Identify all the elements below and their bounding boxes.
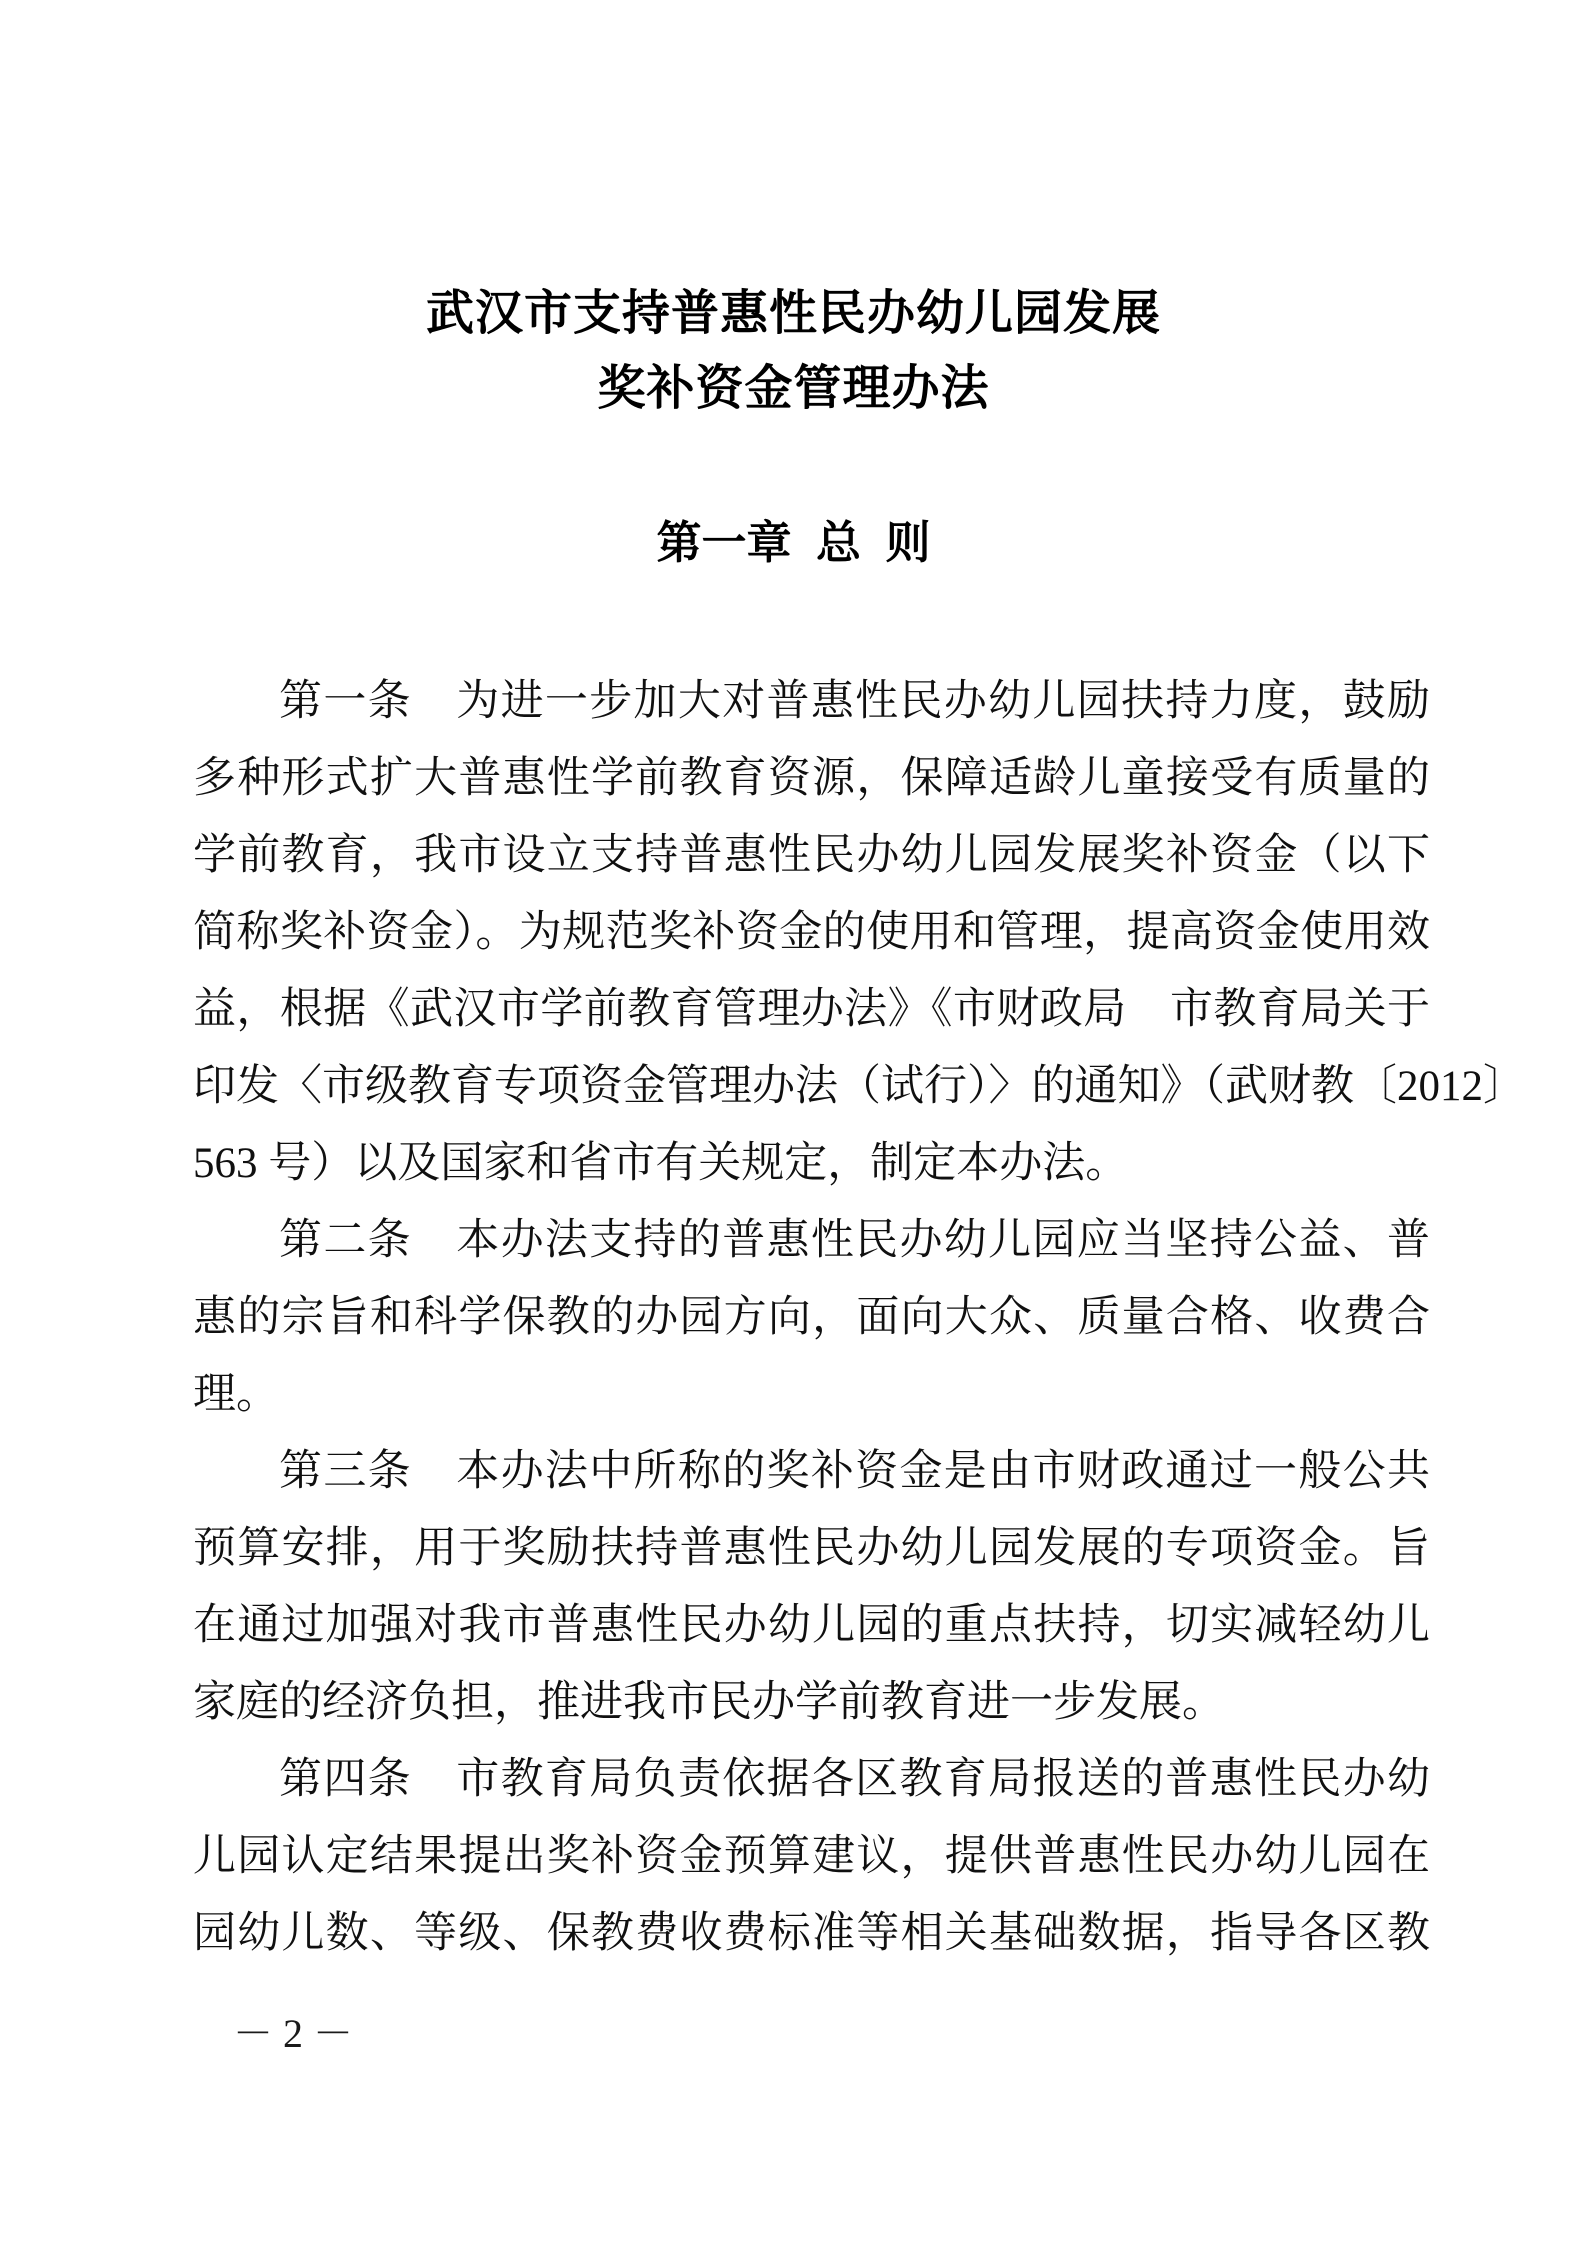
body-line: 在通过加强对我市普惠性民办幼儿园的重点扶持，切实减轻幼儿 bbox=[193, 1602, 1430, 1649]
body-line: 第一条 为进一步加大对普惠性民办幼儿园扶持力度，鼓励 bbox=[279, 678, 1430, 725]
paragraph-article-4 bbox=[193, 1741, 1430, 1972]
paragraph-article-1 bbox=[193, 663, 1526, 1202]
body-line: 理。 bbox=[193, 1371, 279, 1418]
page-number: － 2 － bbox=[233, 2011, 353, 2056]
body-line: 益，根据《武汉市学前教育管理办法》《市财政局 市教育局关于 bbox=[193, 986, 1430, 1033]
body-line: 简称奖补资金）。为规范奖补资金的使用和管理，提高资金使用效 bbox=[193, 909, 1430, 956]
body-line: 多种形式扩大普惠性学前教育资源，保障适龄儿童接受有质量的 bbox=[193, 755, 1430, 802]
body-line: 预算安排，用于奖励扶持普惠性民办幼儿园发展的专项资金。旨 bbox=[193, 1525, 1430, 1572]
document-body bbox=[193, 663, 1526, 1972]
body-line: 家庭的经济负担，推进我市民办学前教育进一步发展。 bbox=[193, 1679, 1225, 1726]
paragraph-article-3 bbox=[193, 1433, 1430, 1741]
title-line-2: 奖补资金管理办法 bbox=[597, 362, 990, 415]
paragraph-article-2 bbox=[193, 1202, 1430, 1433]
body-line: 第四条 市教育局负责依据各区教育局报送的普惠性民办幼 bbox=[279, 1756, 1430, 1803]
body-line: 印发〈市级教育专项资金管理办法（试行）〉的通知》（武财教〔2012〕 bbox=[193, 1063, 1526, 1110]
body-line: 惠的宗旨和科学保教的办园方向，面向大众、质量合格、收费合 bbox=[193, 1294, 1430, 1341]
title-line-1: 武汉市支持普惠性民办幼儿园发展 bbox=[425, 287, 1161, 340]
body-line: 学前教育，我市设立支持普惠性民办幼儿园发展奖补资金（以下 bbox=[193, 832, 1430, 879]
document-title bbox=[0, 276, 1587, 426]
body-line: 园幼儿数、等级、保教费收费标准等相关基础数据，指导各区教 bbox=[193, 1910, 1430, 1957]
body-line: 儿园认定结果提出奖补资金预算建议，提供普惠性民办幼儿园在 bbox=[193, 1833, 1430, 1880]
body-line: 563 号）以及国家和省市有关规定，制定本办法。 bbox=[193, 1140, 1129, 1187]
chapter-heading: 第一章 总 则 bbox=[656, 517, 931, 568]
body-line: 第三条 本办法中所称的奖补资金是由市财政通过一般公共 bbox=[279, 1448, 1430, 1495]
body-line: 第二条 本办法支持的普惠性民办幼儿园应当坚持公益、普 bbox=[279, 1217, 1430, 1264]
